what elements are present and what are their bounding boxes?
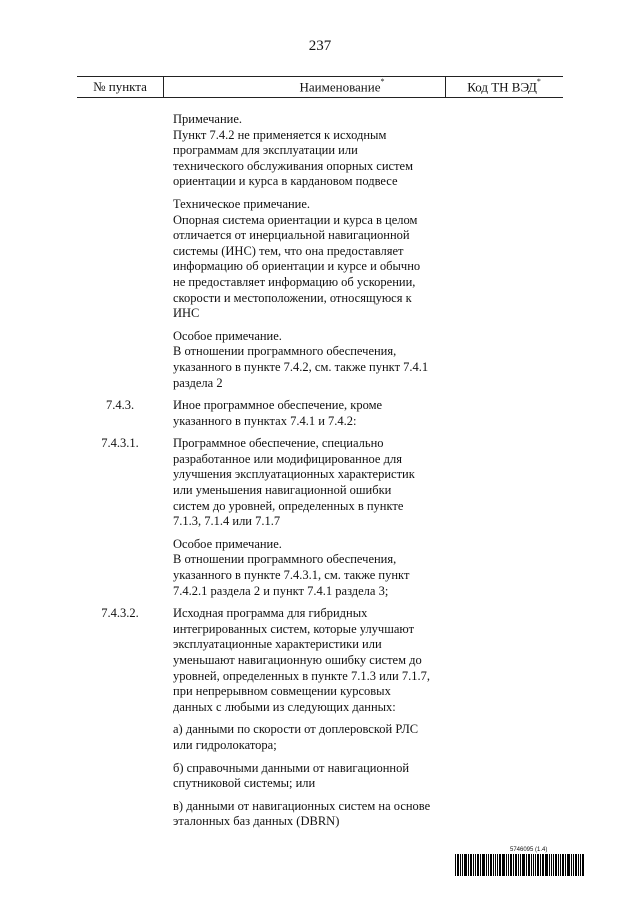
barcode-bar <box>522 854 525 876</box>
item-number: 7.4.3.1. <box>101 436 139 451</box>
barcode-bar <box>573 854 574 876</box>
barcode <box>455 854 585 876</box>
barcode-bar <box>499 854 501 876</box>
barcode-bar <box>468 854 469 876</box>
barcode-bar <box>515 854 517 876</box>
barcode-bar <box>578 854 579 876</box>
barcode-bar <box>560 854 561 876</box>
barcode-bar <box>553 854 554 876</box>
barcode-bar <box>510 854 512 876</box>
item-description <box>173 436 453 599</box>
barcode-bar <box>455 854 456 876</box>
barcode-bar <box>580 854 581 876</box>
barcode-bar <box>571 854 572 876</box>
barcode-bar <box>460 854 461 876</box>
barcode-bar <box>502 854 505 876</box>
document-body <box>77 112 563 837</box>
barcode-bar <box>565 854 566 876</box>
barcode-bar <box>470 854 472 876</box>
paragraph: Техническое примечание. Опорная система ориентации и курса в целом отличается от инерциальной навигационной системы (ИНС) тем, что она предоставляет информацию об ориентации и курсе и обычно не предоставляет информацию об ускорении, скорости и местоположении, относящуюся к ИНС <box>173 196 421 321</box>
barcode-bar <box>567 854 570 876</box>
barcode-bar <box>457 854 459 876</box>
barcode-bar <box>526 854 527 876</box>
item-number: 7.4.3.2. <box>101 606 139 621</box>
barcode-bar <box>542 854 544 876</box>
barcode-label: 5746095 (1.4) <box>510 847 548 853</box>
barcode-bar <box>535 854 536 876</box>
table-row <box>77 606 563 830</box>
barcode-bar <box>549 854 550 876</box>
paragraph: Исходная программа для гибридных интегрированных систем, которые улучшают эксплуатационные характеристики или уменьшают навигационную ошибку систем до уровней, определенных в пункте 7.1.3 или 7.1.7, при непрерывном совмещении курсовых данных с любыми из следующих данных: <box>173 606 430 714</box>
paragraph: Особое примечание. В отношении программного обеспечения, указанного в пункте 7.4.3.1, см. также пункт 7.4.2.1 раздела 2 и пункт 7.4.1 раздела 3; <box>173 536 410 598</box>
barcode-bar <box>540 854 541 876</box>
paragraph: а) данными по скорости от доплеровской РЛС или гидролокатора; <box>173 722 419 752</box>
item-description <box>173 112 453 391</box>
barcode-bar <box>562 854 564 876</box>
footnote-mark: * <box>536 77 541 86</box>
table-row <box>77 436 563 599</box>
barcode-block <box>455 847 585 876</box>
table-row <box>77 398 563 429</box>
barcode-bar <box>531 854 532 876</box>
barcode-bar <box>533 854 534 876</box>
barcode-bar <box>518 854 519 876</box>
barcode-bar <box>508 854 509 876</box>
barcode-bar <box>490 854 492 876</box>
barcode-bar <box>551 854 552 876</box>
barcode-bar <box>482 854 485 876</box>
item-number: 7.4.3. <box>105 398 135 413</box>
item-description <box>173 398 453 429</box>
page-number: 237 <box>308 38 332 54</box>
barcode-bar <box>473 854 474 876</box>
barcode-bar <box>506 854 507 876</box>
barcode-bar <box>558 854 559 876</box>
barcode-bar <box>555 854 557 876</box>
paragraph: Примечание. Пункт 7.4.2 не применяется к исходным программам для эксплуатации или технического обслуживания опорных систем ориентации и курса в кардановом подвесе <box>173 112 414 189</box>
paragraph: в) данными от навигационных систем на основе эталонных баз данных (DBRN) <box>173 798 431 829</box>
barcode-bar <box>582 854 584 876</box>
header-item-number: № пункта <box>93 79 147 94</box>
barcode-bar <box>537 854 539 876</box>
item-description <box>173 606 453 830</box>
table-header <box>77 76 563 98</box>
barcode-bar <box>493 854 494 876</box>
barcode-bar <box>464 854 467 876</box>
paragraph: Особое примечание. В отношении программного обеспечения, указанного в пункте 7.4.2, см. также пункт 7.4.1 раздела 2 <box>173 328 429 390</box>
barcode-bar <box>486 854 487 876</box>
barcode-bar <box>495 854 496 876</box>
barcode-bar <box>475 854 476 876</box>
barcode-bar <box>545 854 548 876</box>
header-tn-ved-code: Код ТН ВЭД* <box>467 77 541 95</box>
barcode-bar <box>477 854 479 876</box>
table-row <box>77 112 563 391</box>
paragraph: Программное обеспечение, специально разработанное или модифицированное для улучшения эксплуатационных характеристик или уменьшения навигационной ошибки систем до уровней, определенных в пункте 7.1.3, 7.1.4 или 7.1.7 <box>173 436 415 529</box>
paragraph: б) справочными данными от навигационной спутниковой системы; или <box>173 760 410 791</box>
barcode-bar <box>520 854 521 876</box>
barcode-bar <box>480 854 481 876</box>
barcode-bar <box>497 854 498 876</box>
barcode-bar <box>575 854 577 876</box>
paragraph: Иное программное обеспечение, кроме указанного в пунктах 7.4.1 и 7.4.2: <box>173 398 383 428</box>
barcode-bar <box>462 854 463 876</box>
barcode-bar <box>488 854 489 876</box>
barcode-bar <box>513 854 514 876</box>
header-name: Наименование* <box>299 77 385 95</box>
barcode-bar <box>528 854 530 876</box>
footnote-mark: * <box>380 77 385 86</box>
